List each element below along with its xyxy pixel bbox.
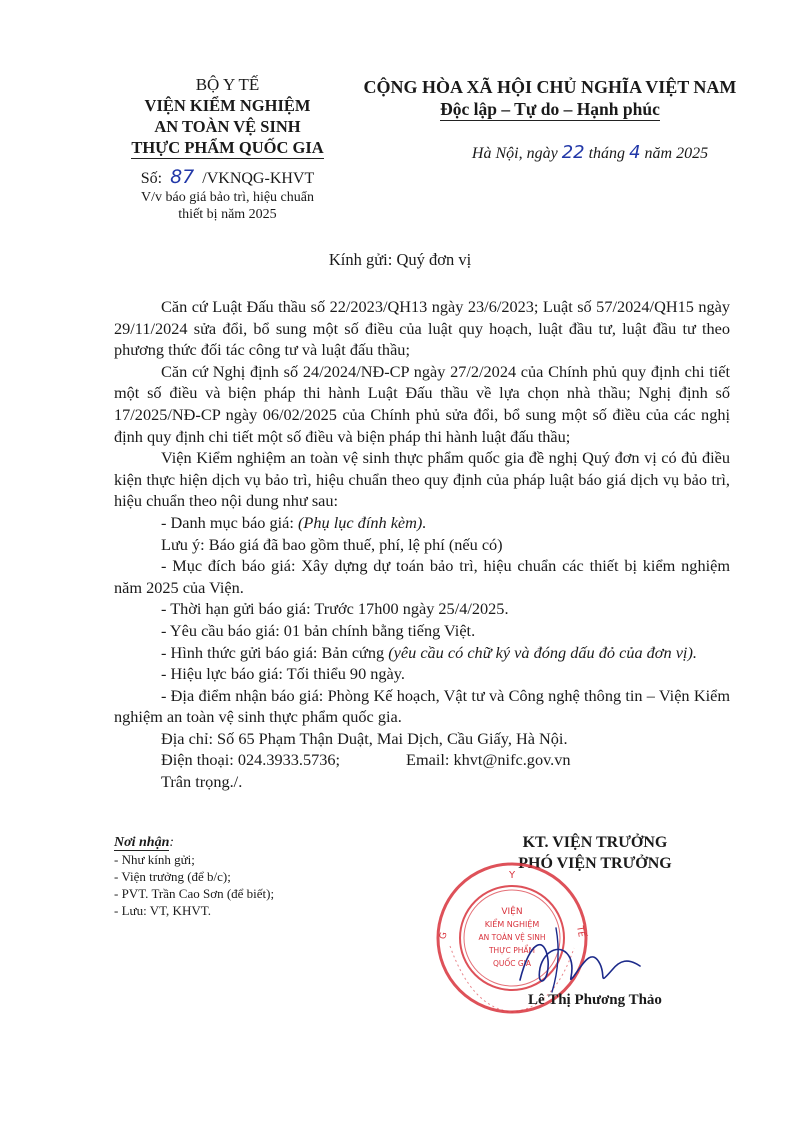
issuing-agency-block: [95, 74, 360, 223]
subject-line-2: thiết bị năm 2025: [178, 207, 277, 222]
recipient-item: - PVT. Trần Cao Sơn (để biết);: [114, 886, 275, 901]
stamp-line: KIỂM NGHIỆM: [484, 920, 540, 929]
date-year: năm 2025: [644, 145, 709, 162]
stamp-line: AN TOÀN VỆ SINH: [478, 933, 546, 942]
address: Địa chỉ: Số 65 Phạm Thận Duật, Mai Dịch, Cầu Giấy, Hà Nội.: [161, 728, 568, 748]
paragraph-legal-basis-2: Căn cứ Nghị định số 24/2024/NĐ-CP ngày 27/2/2024 của Chính phủ quy định chi tiết một số điều và biện pháp thi hành Luật Đấu thầu về lựa chọn nhà thầu; Nghị định số 17/2025/NĐ-CP ngày 06/02/2025 của Chính phủ sửa đổi, bổ sung một số điều của các nghị định quy định chi tiết một số điều và biện pháp thi hành luật đấu thầu;: [114, 361, 730, 446]
item-catalog-attachment: (Phụ lục đính kèm).: [298, 512, 427, 532]
republic-title: CỘNG HÒA XÃ HỘI CHỦ NGHĨA VIỆT NAM: [363, 77, 737, 97]
date-place: Hà Nội, ngày: [471, 145, 558, 162]
paragraph-request: Viện Kiểm nghiệm an toàn vệ sinh thực phẩm quốc gia đề nghị Quý đơn vị có đủ điều kiện thực hiện dịch vụ bảo trì, hiệu chuẩn theo quy định của pháp luật báo giá dịch vụ bảo trì, hiệu chuẩn theo nội dung như sau:: [114, 448, 730, 511]
signer-role-1: KT. VIỆN TRƯỞNG: [522, 834, 668, 851]
date-line: [340, 142, 760, 163]
stamp-ring-left: G: [438, 931, 450, 940]
recipients-title: Nơi nhận: [114, 835, 170, 850]
email: Email: khvt@nifc.gov.vn: [406, 750, 571, 770]
institute-name-line-1: VIỆN KIỂM NGHIỆM: [144, 96, 311, 115]
date-month-label: tháng: [588, 145, 626, 162]
date-month-handwritten: 4: [629, 142, 641, 163]
recipients-title-colon: :: [169, 835, 175, 850]
ministry-name: BỘ Y TẾ: [195, 75, 260, 94]
stamp-line: THỰC PHẨM: [488, 946, 536, 955]
item-form-detail: (yêu cầu có chữ ký và đóng dấu đỏ của đơn vị).: [388, 642, 697, 662]
letter-body: [114, 296, 730, 793]
stamp-line: QUỐC GIA: [492, 959, 532, 968]
recipients-block: [114, 834, 374, 919]
document-number: [95, 167, 360, 189]
recipient-item: - Lưu: VT, KHVT.: [114, 903, 211, 918]
item-requirement: - Yêu cầu báo giá: 01 bản chính bằng tiếng Việt.: [161, 620, 476, 640]
date-day-handwritten: 22: [561, 142, 585, 163]
phone: Điện thoại: 024.3933.5736;: [161, 750, 341, 770]
paragraph-legal-basis-1: Căn cứ Luật Đấu thầu số 22/2023/QH13 ngày 23/6/2023; Luật số 57/2024/QH15 ngày 29/11/2024 sửa đổi, bổ sung một số điều của luật quy hoạch, luật đầu tư, luật đầu tư theo phương thức đối tác công tư và luật đấu thầu;: [114, 297, 730, 360]
institute-name-line-3: THỰC PHẨM QUỐC GIA: [131, 138, 324, 157]
item-form: [114, 642, 730, 664]
stamp-line: VIỆN: [501, 907, 523, 917]
salutation: Kính gửi: Quý đơn vị: [328, 250, 472, 269]
subject-line-1: V/v báo giá bảo trì, hiệu chuẩn: [140, 190, 314, 205]
national-header-block: [340, 76, 760, 163]
item-purpose: - Mục đích báo giá: Xây dựng dự toán bảo trì, hiệu chuẩn các thiết bị kiểm nghiệm năm 2025 của Viện.: [114, 556, 730, 597]
institute-name-line-2: AN TOÀN VỆ SINH: [154, 117, 301, 136]
item-form-label: - Hình thức gửi báo giá: Bản cứng: [161, 642, 389, 662]
doc-number-prefix: Số:: [140, 170, 163, 187]
closing: Trân trọng./.: [161, 772, 243, 792]
doc-number-handwritten: 87: [170, 166, 195, 188]
signer-role-2: PHÓ VIỆN TRƯỞNG: [518, 855, 672, 872]
item-catalog: [114, 512, 730, 534]
item-note: Lưu ý: Báo giá đã bao gồm thuế, phí, lệ phí (nếu có): [161, 534, 503, 554]
signer-name: Lê Thị Phương Thảo: [528, 992, 662, 1008]
recipient-item: - Như kính gửi;: [114, 852, 195, 867]
item-deadline: - Thời hạn gửi báo giá: Trước 17h00 ngày 25/4/2025.: [161, 599, 509, 619]
item-place: - Địa điểm nhận báo giá: Phòng Kế hoạch, Vật tư và Công nghệ thông tin – Viện Kiểm nghiệm an toàn vệ sinh thực phẩm quốc gia.: [114, 685, 730, 727]
doc-number-suffix: /VKNQG-KHVT: [202, 170, 315, 187]
item-catalog-label: - Danh mục báo giá:: [161, 512, 298, 532]
stamp-ring-top: Y: [508, 870, 516, 881]
contact-line: [114, 749, 730, 771]
recipient-item: - Viện trưởng (để b/c);: [114, 869, 231, 884]
national-motto: Độc lập – Tự do – Hạnh phúc: [440, 99, 660, 119]
handwritten-signature: [500, 920, 650, 1000]
stamp-ring-right: TẾ: [574, 925, 586, 939]
item-validity: - Hiệu lực báo giá: Tối thiểu 90 ngày.: [161, 664, 405, 684]
